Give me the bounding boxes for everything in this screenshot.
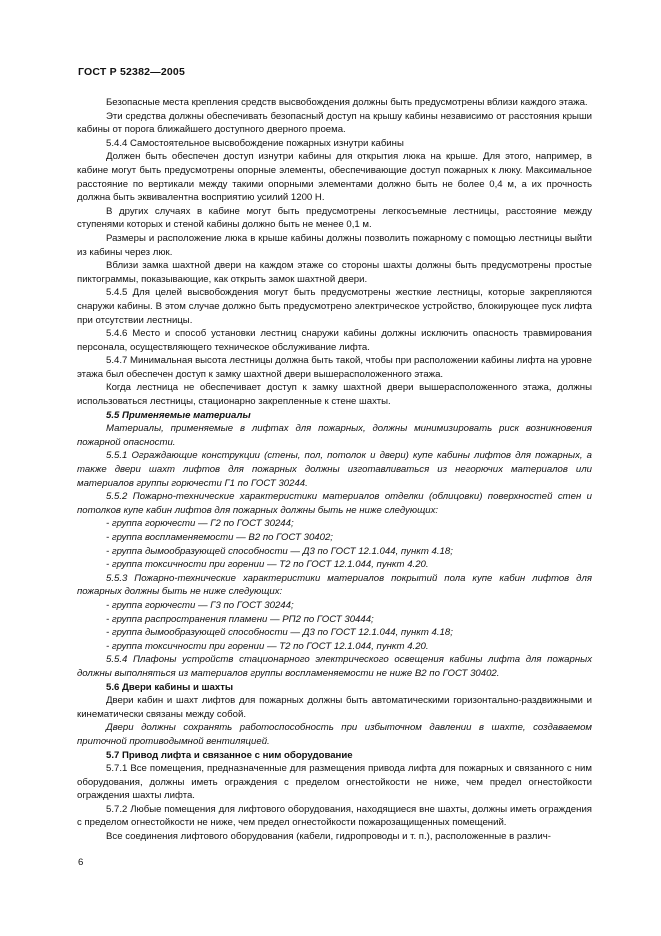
document-header: ГОСТ Р 52382—2005 (78, 66, 186, 78)
paragraph: 5.4.6 Место и способ установки лестниц снаружи кабины должны исключить опасность травмирования персонала, осуществляющего техническое обслуживание лифта. (77, 328, 592, 353)
paragraph: Вблизи замка шахтной двери на каждом этаже со стороны шахты должны быть предусмотрены простые пиктограммы, показывающие, как открыть замок шахтной двери. (77, 260, 592, 285)
list-item: - группа дымообразующей способности — Д3 по ГОСТ 12.1.044, пункт 4.18; (106, 545, 453, 557)
paragraph: Все соединения лифтового оборудования (кабели, гидропроводы и т. п.), расположенные в различ- (106, 831, 551, 843)
paragraph: Размеры и расположение люка в крыше кабины должны позволить пожарному с помощью лестницы выйти из кабины через люк. (77, 232, 592, 258)
list-item: - группа токсичности при горении — Т2 по ГОСТ 12.1.044, пункт 4.20. (106, 559, 429, 571)
paragraph: Двери кабин и шахт лифтов для пожарных должны быть автоматическими горизонтально-раздвижными и кинематически связаны между собой. (77, 695, 592, 720)
section-heading: 5.6 Двери кабины и шахты (106, 681, 234, 693)
section-heading: 5.5 Применяемые материалы (106, 409, 251, 421)
paragraph: 5.5.2 Пожарно-технические характеристики материалов отделки (облицовки) поверхностей стен и потолков купе кабин лифтов для пожарных должны быть не ниже следующих: (77, 491, 592, 516)
paragraph: 5.5.4 Плафоны устройств стационарного электрического освещения кабины лифта для пожарных должны выполняться из материалов группы воспламеняемости не ниже В2 по ГОСТ 30402. (77, 654, 592, 679)
paragraph: В других случаях в кабине могут быть предусмотрены легкосъемные лестницы, расстояние между ступенями которых и стеной кабины должно быть не менее 0,1 м. (77, 205, 592, 231)
list-item: - группа воспламеняемости — В2 по ГОСТ 30402; (106, 532, 333, 543)
paragraph: 5.4.4 Самостоятельное высвобождение пожарных изнутри кабины (106, 137, 404, 149)
paragraph: Должен быть обеспечен доступ изнутри кабины для открытия люка на крыше. Для этого, например, в кабине могут быть предусмотрены опорные элементы, обеспечивающие доступ пожарных к люку. Максимальное расстояние по вертикали между такими опорными элементами должно быть не более 0,4 м, а их прочность должна быть эквивалентна восприятию усилий 1200 Н. (77, 151, 592, 204)
paragraph: Двери должны сохранять работоспособность при избыточном давлении в шахте, создаваемом приточной противодымной вентиляцией. (77, 722, 592, 747)
paragraph: 5.7.1 Все помещения, предназначенные для размещения привода лифта для пожарных и связанного с ним оборудования, должны иметь ограждения с пределом огнестойкости не ниже, чем предел огнестойкости ограждения шахты лифта. (77, 763, 592, 802)
list-item: - группа распространения пламени — РП2 по ГОСТ 30444; (106, 613, 374, 625)
list-item: - группа горючести — Г2 по ГОСТ 30244; (106, 518, 294, 530)
paragraph: Безопасные места крепления средств высвобождения должны быть предусмотрены вблизи каждого этажа. (106, 97, 588, 108)
list-item: - группа дымообразующей способности — Д3 по ГОСТ 12.1.044, пункт 4.18; (106, 627, 453, 639)
paragraph: 5.4.7 Минимальная высота лестницы должна быть такой, чтобы при расположении кабины лифта на уровне этажа был обеспечен доступ к замку шахтной двери вышерасположенного этажа. (77, 355, 592, 380)
paragraph: 5.5.3 Пожарно-технические характеристики материалов покрытий пола купе кабин лифтов для пожарных должны быть не ниже следующих: (77, 572, 592, 598)
paragraph: Материалы, применяемые в лифтах для пожарных, должны минимизировать риск возникновения пожарной опасности. (77, 423, 592, 448)
list-item: - группа горючести — Г3 по ГОСТ 30244; (106, 599, 294, 611)
paragraph: 5.7.2 Любые помещения для лифтового оборудования, находящиеся вне шахты, должны иметь ограждения с пределом огнестойкости не ниже, чем предел огнестойкости пожарозащищенных помещений. (77, 803, 592, 829)
list-item: - группа токсичности при горении — Т2 по ГОСТ 12.1.044, пункт 4.20. (106, 640, 429, 652)
paragraph: Когда лестница не обеспечивает доступ к замку шахтной двери вышерасположенного этажа, должны использоваться лестницы, стационарно закрепленные к стене шахты. (77, 382, 592, 408)
paragraph: 5.5.1 Ограждающие конструкции (стены, пол, потолок и двери) купе кабины лифтов для пожарных, а также двери шахт лифтов для пожарных должны изготавливаться из негорючих материалов или материалов группы горючести Г1 по ГОСТ 30244. (77, 450, 592, 489)
paragraph: Эти средства должны обеспечивать безопасный доступ на крышу кабины независимо от расстояния крыши кабины от порога ближайшего доступного дверного проема. (77, 110, 592, 136)
page-number: 6 (78, 857, 84, 868)
section-heading: 5.7 Привод лифта и связанное с ним оборудование (106, 749, 353, 761)
document-body (77, 96, 592, 844)
paragraph: 5.4.5 Для целей высвобождения могут быть предусмотрены жесткие лестницы, которые закрепляются снаружи кабины. В этом случае должно быть предусмотрено электрическое устройство, блокирующее пуск лифта при отсутствии лестницы. (77, 287, 592, 326)
